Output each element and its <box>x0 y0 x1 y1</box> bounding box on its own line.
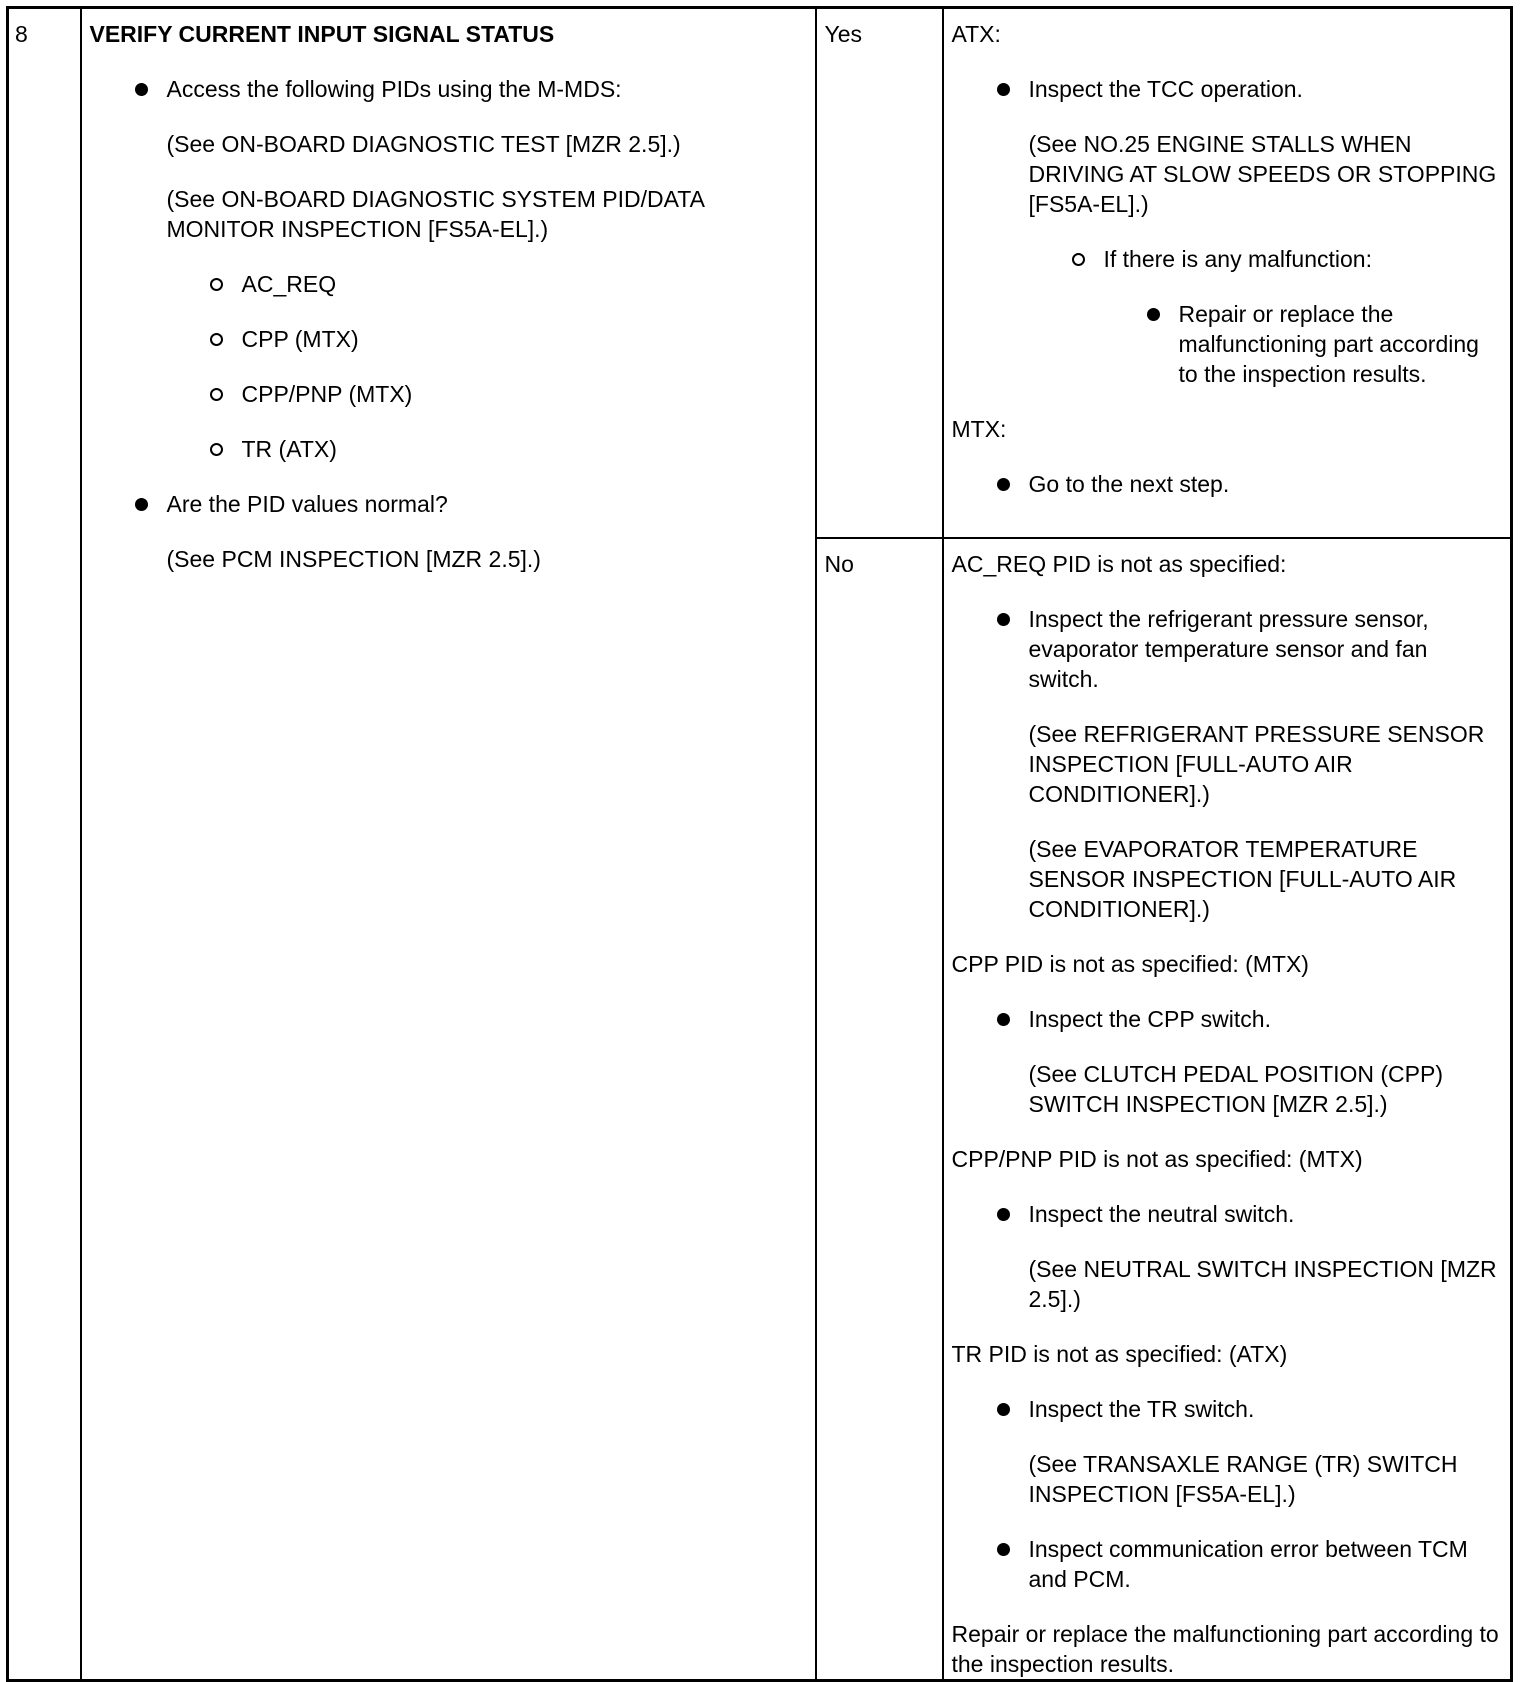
yes-action-cell <box>943 8 1512 538</box>
diagnostic-step-table <box>6 6 1513 1682</box>
pid-list-item <box>242 434 807 464</box>
reference-text: (See ON-BOARD DIAGNOSTIC TEST [MZR 2.5].) <box>166 131 681 157</box>
reference-text: (See REFRIGERANT PRESSURE SENSOR INSPECTION [FULL-AUTO AIR CONDITIONER].) <box>1028 720 1485 807</box>
cpppnp-action-text: Inspect the neutral switch. <box>1028 1200 1295 1227</box>
bullet-dot-icon <box>997 1403 1010 1416</box>
bullet-dot-icon <box>997 1543 1010 1556</box>
final-action-text: Repair or replace the malfunctioning part according to the inspection results. <box>951 1620 1499 1677</box>
bullet-item <box>1029 1534 1503 1594</box>
yes-row <box>8 8 1512 538</box>
bullet-item <box>1029 74 1503 104</box>
step-number: 8 <box>8 8 81 1681</box>
no-action-cell <box>943 538 1512 1681</box>
bullet-dot-icon <box>1147 308 1160 321</box>
step-description-cell <box>81 8 816 1681</box>
hollow-bullet-icon <box>210 388 223 401</box>
pid-name: TR (ATX) <box>241 436 337 462</box>
bullet-dot-icon <box>997 1208 1010 1221</box>
pid-name: CPP (MTX) <box>241 326 359 352</box>
acreq-action-text: Inspect the refrigerant pressure sensor, evaporator temperature sensor and fan switch. <box>1028 605 1429 692</box>
cpp-heading: CPP PID is not as specified: (MTX) <box>951 950 1309 977</box>
tr-action-text: Inspect the TR switch. <box>1028 1395 1255 1422</box>
mtx-label: MTX: <box>951 416 1007 442</box>
bullet-dot-icon <box>997 613 1010 626</box>
pid-name: AC_REQ <box>241 271 337 297</box>
atx-label: ATX: <box>951 21 1001 47</box>
sub-bullet-item <box>1104 244 1503 274</box>
reference-text: (See TRANSAXLE RANGE (TR) SWITCH INSPECTION [FS5A-EL].) <box>1028 1450 1458 1507</box>
reference-text: (See EVAPORATOR TEMPERATURE SENSOR INSPECTION [FULL-AUTO AIR CONDITIONER].) <box>1028 835 1457 922</box>
hollow-bullet-icon <box>1072 253 1085 266</box>
hollow-bullet-icon <box>210 333 223 346</box>
bullet-dot-icon <box>997 1013 1010 1026</box>
pid-list-item <box>242 269 807 299</box>
bullet-dot-icon <box>997 478 1010 491</box>
cpppnp-heading: CPP/PNP PID is not as specified: (MTX) <box>951 1145 1363 1172</box>
pid-list-item <box>242 324 807 354</box>
reference-text: (See ON-BOARD DIAGNOSTIC SYSTEM PID/DATA MONITOR INSPECTION [FS5A-EL].) <box>166 186 704 242</box>
bullet-dot-icon <box>135 83 148 96</box>
reference-text: (See NO.25 ENGINE STALLS WHEN DRIVING AT SLOW SPEEDS OR STOPPING [FS5A-EL].) <box>1028 131 1497 217</box>
acreq-heading: AC_REQ PID is not as specified: <box>951 550 1287 577</box>
reference-text: (See CLUTCH PEDAL POSITION (CPP) SWITCH INSPECTION [MZR 2.5].) <box>1028 1060 1444 1117</box>
condition-text: If there is any malfunction: <box>1103 246 1372 272</box>
mtx-action-text: Go to the next step. <box>1028 471 1230 497</box>
access-pids-text: Access the following PIDs using the M-MDS: <box>166 76 622 102</box>
bullet-dot-icon <box>997 83 1010 96</box>
atx-action-text: Inspect the TCC operation. <box>1028 76 1303 102</box>
bullet-item <box>167 489 807 519</box>
hollow-bullet-icon <box>210 278 223 291</box>
comm-error-text: Inspect communication error between TCM and PCM. <box>1028 1535 1468 1592</box>
question-text: Are the PID values normal? <box>166 491 448 517</box>
sub-sub-bullet-item <box>1179 299 1503 389</box>
pid-list-item <box>242 379 807 409</box>
bullet-item <box>1029 604 1503 694</box>
no-label: No <box>816 538 943 1681</box>
bullet-item <box>1029 469 1503 499</box>
cpp-action-text: Inspect the CPP switch. <box>1028 1005 1271 1032</box>
reference-text: (See NEUTRAL SWITCH INSPECTION [MZR 2.5].) <box>1028 1255 1497 1312</box>
step-title: VERIFY CURRENT INPUT SIGNAL STATUS <box>89 21 555 47</box>
tr-heading: TR PID is not as specified: (ATX) <box>951 1340 1288 1367</box>
bullet-item <box>167 74 807 104</box>
reference-text: (See PCM INSPECTION [MZR 2.5].) <box>166 546 541 572</box>
yes-label: Yes <box>816 8 943 538</box>
bullet-dot-icon <box>135 498 148 511</box>
hollow-bullet-icon <box>210 443 223 456</box>
bullet-item <box>1029 1394 1503 1424</box>
bullet-item <box>1029 1199 1503 1229</box>
repair-text: Repair or replace the malfunctioning part according to the inspection results. <box>1178 301 1479 387</box>
pid-name: CPP/PNP (MTX) <box>241 381 413 407</box>
bullet-item <box>1029 1004 1503 1034</box>
